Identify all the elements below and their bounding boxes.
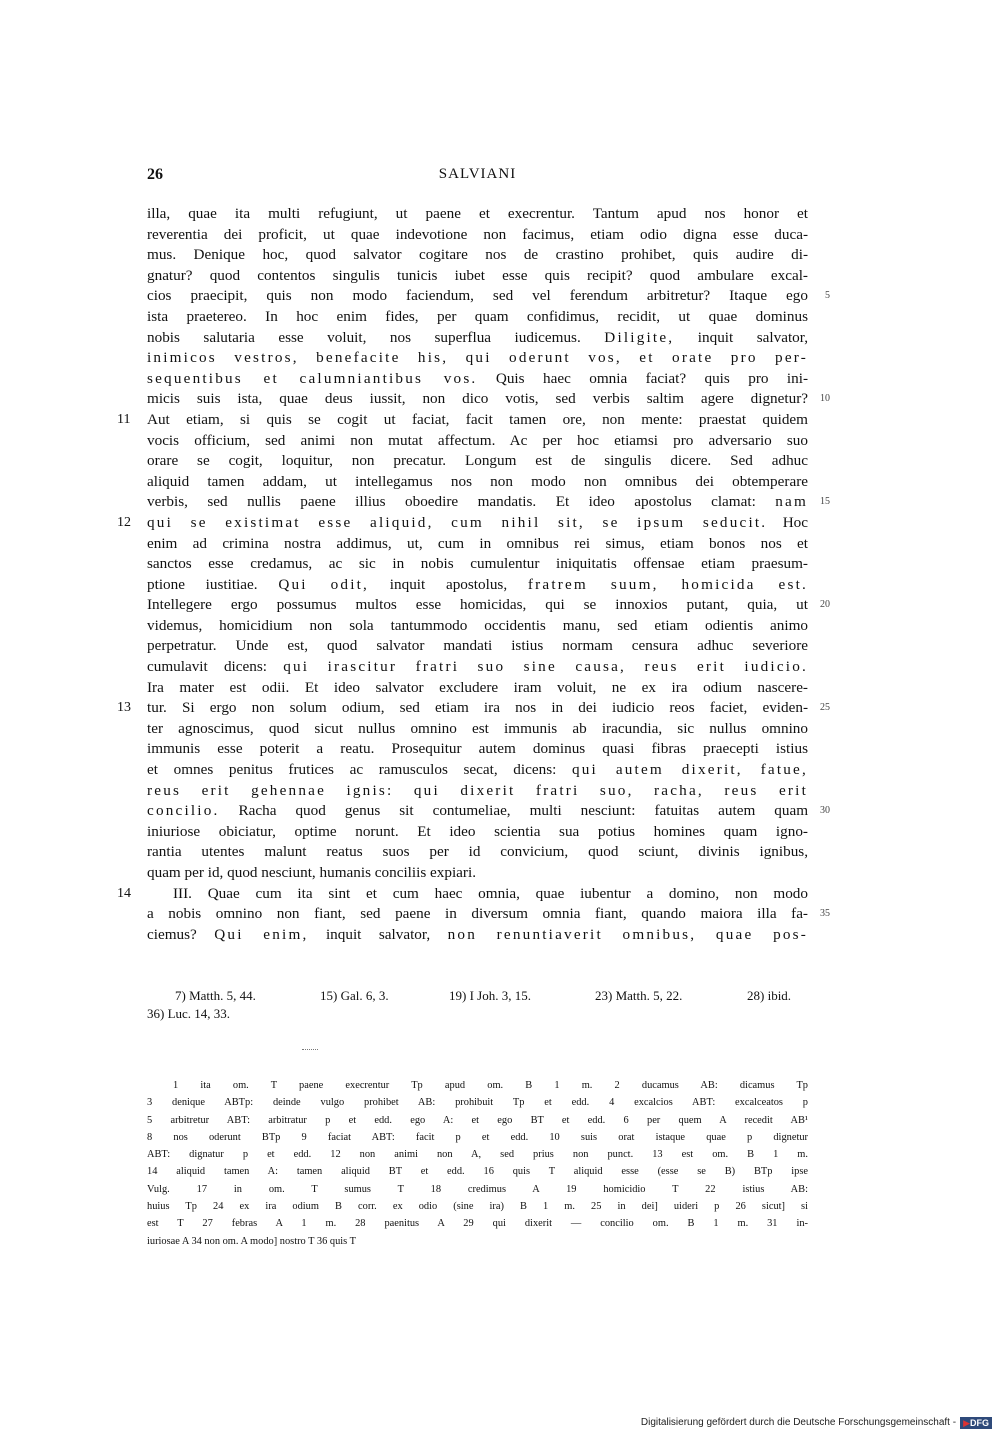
dfg-logo: ▶DFG xyxy=(960,1417,992,1429)
reference: 23) Matth. 5, 22. xyxy=(595,988,683,1003)
reference: 28) ibid. xyxy=(747,988,792,1003)
footer-text: Digitalisierung gefördert durch die Deutsche Forschungsgemeinschaft - xyxy=(640,1417,957,1428)
text-line: ista praetereo. In hoc enim fides, per quam confidimus, recidit, ut quae dominus xyxy=(147,307,808,325)
text-line: sanctos esse credamus, ac sic in nobis cumulentur iniquitatis offensae etiam praesum- xyxy=(147,555,808,573)
text-line: 11 Aut etiam, si quis se cogit ut faciat, facit tamen ore, non mente: praestat quidem xyxy=(147,410,808,431)
line-number: 20 xyxy=(820,599,830,611)
text-line: inimicos vestros, benefacite his, qui oderunt vos, et orate pro per- xyxy=(147,349,808,367)
text-line: ciemus? Qui enim, inquit salvator, non renuntiaverit omnibus, quae pos- xyxy=(147,925,809,943)
text-line: rantia utentes malunt reatus suos per id convicium, quod sciunt, divinis ignibus, xyxy=(147,843,808,861)
reference: 19) I Joh. 3, 15. xyxy=(449,988,531,1003)
text-line: iniuriose obiciatur, optime norunt. Et ideo scientia sua potius homines quam igno- xyxy=(147,822,808,840)
text-line: enim ad crimina nostra addimus, ut, cum in omnibus rei simus, etiam bonos nos et xyxy=(147,534,808,552)
apparatus-line: ABT: dignatur p et edd. 12 non animi non A, sed prius non punct. 13 est om. B 1 m. xyxy=(147,1149,808,1161)
page-number: 26 xyxy=(147,166,163,183)
text-line: vocis officium, sed animi non mutat affectum. Ac per hoc etiamsi pro adversario suo xyxy=(147,431,808,449)
text-line: verbis, sed nullis paene illius oboedire mandatis. Et ideo apostolus clamat: nam 15 xyxy=(147,492,808,513)
chapter-number: 11 xyxy=(117,411,131,427)
digitization-footer xyxy=(641,1416,992,1430)
running-title: SALVIANI xyxy=(438,166,517,182)
text-line: ptione iustitiae. Qui odit, inquit apostolus, fratrem suum, homicida est. xyxy=(147,575,809,593)
apparatus-line: 8 nos oderunt BTp 9 faciat ABT: facit p et edd. 10 suis orat istaque quae p dignetur xyxy=(147,1131,808,1143)
apparatus-line: 14 aliquid tamen A: tamen aliquid BT et edd. 16 quis T aliquid esse (esse se B) BTp ipse xyxy=(147,1166,808,1178)
text-line: et omnes penitus frutices ac ramusculos secat, dicens: qui autem dixerit, fatue, xyxy=(147,761,808,779)
line-number: 30 xyxy=(820,805,830,817)
main-text xyxy=(117,204,830,945)
reference: 15) Gal. 6, 3. xyxy=(320,988,389,1003)
text-line: cios praecipit, quis non modo faciendum, sed vel ferendum arbitretur? Itaque ego 5 xyxy=(147,286,808,307)
text-line: reverentia dei proficit, ut quae indevotione non facimus, etiam odio digna esse duca- xyxy=(147,225,808,243)
text-line: micis suis ista, quae deus iussit, non dico votis, sed verbis saltim agere dignetur? 10 xyxy=(147,389,808,410)
text-line: 14 III. Quae cum ita sint et cum haec omnia, quae iubentur a domino, non modo xyxy=(147,884,808,905)
text-line: gnatur? quod contentos singulis tunicis iubet esse quis recipit? quod ambulare excal- xyxy=(147,266,808,284)
chapter-number: 14 xyxy=(117,885,131,901)
apparatus-line: 1 ita om. T paene execrentur Tp apud om. B 1 m. 2 ducamus AB: dicamus Tp xyxy=(173,1080,808,1091)
text-line: ter agnoscimus, quod sicut nullus omnino est immunis ab iracundia, sic nullus omnino xyxy=(147,719,808,737)
text-line: perpetratur. Unde est, quod salvator mandati istius normam censura adhuc severiore xyxy=(147,637,808,655)
critical-apparatus xyxy=(147,1077,808,1250)
apparatus-line: iuriosae A 34 non om. A modo] nostro T 36 quis T xyxy=(147,1235,356,1247)
text-line: orare se cogit, loquitur, non precatur. Longum est de singulis dicere. Sed adhuc xyxy=(147,452,808,470)
text-line: mus. Denique hoc, quod salvator cogitare nos de crastino prohibet, quis audire di- xyxy=(147,246,808,264)
text-line: Ira mater est odii. Et ideo salvator excludere iram voluit, ne ex ira odium nascere- xyxy=(147,678,808,696)
apparatus-line: 5 arbitretur ABT: arbitratur p et edd. ego A: et ego BT et edd. 6 per quem A recedit AB¹ xyxy=(147,1114,808,1126)
text-line: concilio. Racha quod genus sit contumeliae, multi nesciunt: fatuitas autem quam 30 xyxy=(147,801,808,822)
text-line: aliquid tamen addam, ut intellegamus nos non modo non omnibus dei obtemperare xyxy=(147,472,808,490)
text-line: 13 tur. Si ergo non solum odium, sed etiam ira nos in dei iudicio reos faciet, eviden- 25 xyxy=(147,698,808,719)
line-number: 5 xyxy=(825,290,830,302)
apparatus-line: est T 27 febras A 1 m. 28 paenitus A 29 qui dixerit — concilio om. B 1 m. 31 in- xyxy=(147,1218,808,1230)
text-line: 12 qui se existimat esse aliquid, cum nihil sit, se ipsum seducit. Hoc xyxy=(147,513,808,534)
apparatus-line: 3 denique ABTp: deinde vulgo prohibet AB: prohibuit Tp et edd. 4 excalcios ABT: excalceatos p xyxy=(147,1097,808,1109)
chapter-number: 12 xyxy=(117,514,131,530)
text-line: immunis esse poterit a reatu. Prosequitur autem dominus quasi fibras praecepti istius xyxy=(147,740,808,758)
line-number: 35 xyxy=(820,908,830,920)
text-line: nobis salutaria esse voluit, nos superflua iudicemus. Diligite, inquit salvator, xyxy=(147,328,809,346)
apparatus-line: huius Tp 24 ex ira odium B corr. ex odio (sine ira) B 1 m. 25 in dei] uideri p 26 sicut] si xyxy=(147,1201,808,1213)
text-line: a nobis omnino non fiant, sed paene in diversum omnia fiant, quando maiora illa fa- 35 xyxy=(147,904,808,925)
text-line: cumulavit dicens: qui irascitur fratri suo sine causa, reus erit iudicio. xyxy=(147,658,808,676)
text-line: illa, quae ita multi refugiunt, ut paene et execrentur. Tantum apud nos honor et xyxy=(147,205,808,222)
reference: 36) Luc. 14, 33. xyxy=(147,1006,231,1021)
line-number: 15 xyxy=(820,496,830,508)
text-line: videmus, homicidium non sola tantummodo occidentis manu, sed etiam odientis animo xyxy=(147,616,808,634)
text-line: sequentibus et calumniantibus vos. Quis haec omnia faciat? quis pro ini- xyxy=(147,369,808,387)
chapter-number: 13 xyxy=(117,700,131,716)
text-line: quam per id, quod nesciunt, humanis conciliis expiari. xyxy=(147,864,476,881)
dfg-arrow-icon: ▶ xyxy=(963,1418,970,1428)
text-line: reus erit gehennae ignis: qui dixerit fratri suo, racha, reus erit xyxy=(147,781,808,799)
reference: 7) Matth. 5, 44. xyxy=(175,988,256,1003)
line-number: 10 xyxy=(820,393,830,405)
text-line: Intellegere ergo possumus multos esse homicidas, qui se innoxios putant, quia, ut 20 xyxy=(147,595,808,616)
apparatus-line: Vulg. 17 in om. T sumus T 18 credimus A 19 homicidio T 22 istius AB: xyxy=(147,1183,808,1195)
separator xyxy=(302,1049,318,1050)
line-number: 25 xyxy=(820,702,830,714)
page-header xyxy=(147,166,808,186)
scripture-references xyxy=(147,987,808,1023)
